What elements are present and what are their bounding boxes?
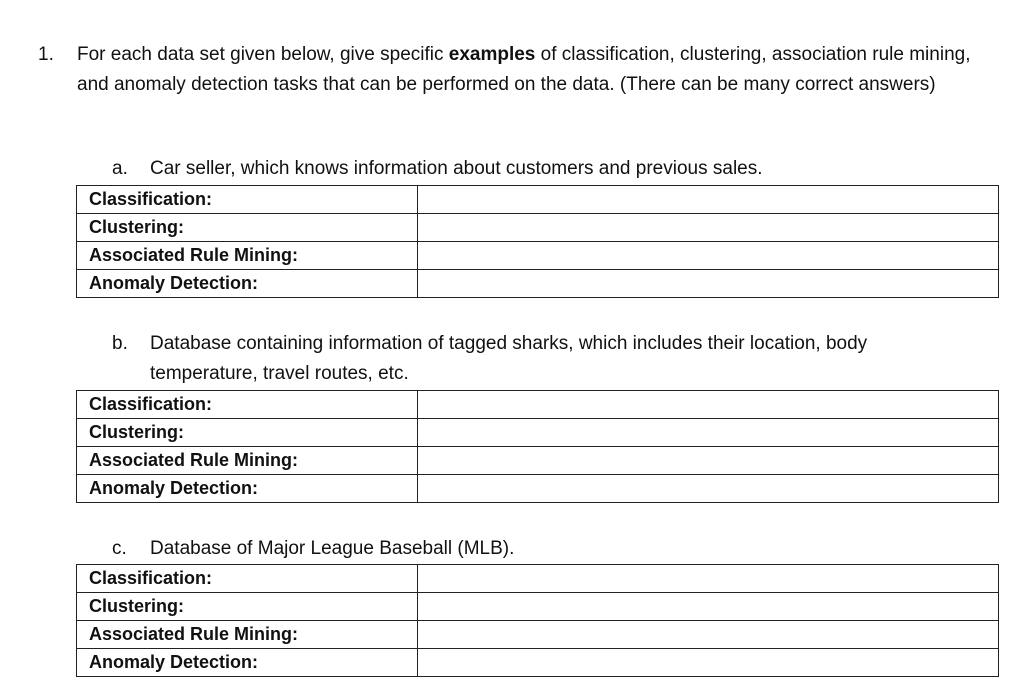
part-b-text: Database containing information of tagged sharks, which includes their location, body temperature, travel routes, etc.: [150, 333, 868, 384]
table-row: [77, 186, 999, 214]
answer-cell-classification[interactable]: [418, 565, 999, 593]
question-text-bold: examples: [448, 44, 536, 65]
table-row: [77, 447, 999, 475]
row-label-classification: Classification:: [77, 565, 418, 593]
part-c-table: [76, 564, 999, 677]
part-c-letter: c.: [112, 538, 127, 559]
question-number: 1.: [38, 44, 54, 65]
row-label-association: Associated Rule Mining:: [77, 242, 418, 270]
part-b-letter: b.: [112, 333, 128, 354]
part-a-text: Car seller, which knows information about customers and previous sales.: [150, 158, 763, 179]
part-b-heading: [112, 329, 1012, 389]
answer-cell-association[interactable]: [418, 447, 999, 475]
table-row: [77, 391, 999, 419]
row-label-clustering: Clustering:: [77, 593, 418, 621]
question-text: [77, 40, 1007, 100]
row-label-association: Associated Rule Mining:: [77, 621, 418, 649]
table-row: [77, 593, 999, 621]
answer-cell-classification[interactable]: [418, 186, 999, 214]
table-row: [77, 214, 999, 242]
row-label-clustering: Clustering:: [77, 419, 418, 447]
answer-cell-clustering[interactable]: [418, 214, 999, 242]
row-label-anomaly: Anomaly Detection:: [77, 270, 418, 298]
table-row: [77, 565, 999, 593]
table-row: [77, 649, 999, 677]
answer-cell-anomaly[interactable]: [418, 270, 999, 298]
table-row: [77, 270, 999, 298]
part-a-letter: a.: [112, 158, 128, 179]
row-label-association: Associated Rule Mining:: [77, 447, 418, 475]
table-row: [77, 242, 999, 270]
row-label-anomaly: Anomaly Detection:: [77, 649, 418, 677]
row-label-clustering: Clustering:: [77, 214, 418, 242]
row-label-classification: Classification:: [77, 186, 418, 214]
answer-cell-clustering[interactable]: [418, 593, 999, 621]
answer-cell-association[interactable]: [418, 621, 999, 649]
table-row: [77, 475, 999, 503]
part-a-table: [76, 185, 999, 298]
answer-cell-classification[interactable]: [418, 391, 999, 419]
answer-cell-clustering[interactable]: [418, 419, 999, 447]
question-text-pre: For each data set given below, give specific: [77, 44, 449, 65]
part-b-table: [76, 390, 999, 503]
answer-cell-anomaly[interactable]: [418, 475, 999, 503]
part-c-heading: [112, 534, 1012, 564]
row-label-classification: Classification:: [77, 391, 418, 419]
part-c-text: Database of Major League Baseball (MLB).: [150, 538, 515, 559]
row-label-anomaly: Anomaly Detection:: [77, 475, 418, 503]
question-text-post: of classification, clustering, association rule mining, and anomaly detection tasks that can be performed on the data. (There can be many correct answers): [77, 44, 971, 95]
answer-cell-association[interactable]: [418, 242, 999, 270]
part-a-heading: [112, 154, 1012, 184]
answer-cell-anomaly[interactable]: [418, 649, 999, 677]
table-row: [77, 419, 999, 447]
table-row: [77, 621, 999, 649]
